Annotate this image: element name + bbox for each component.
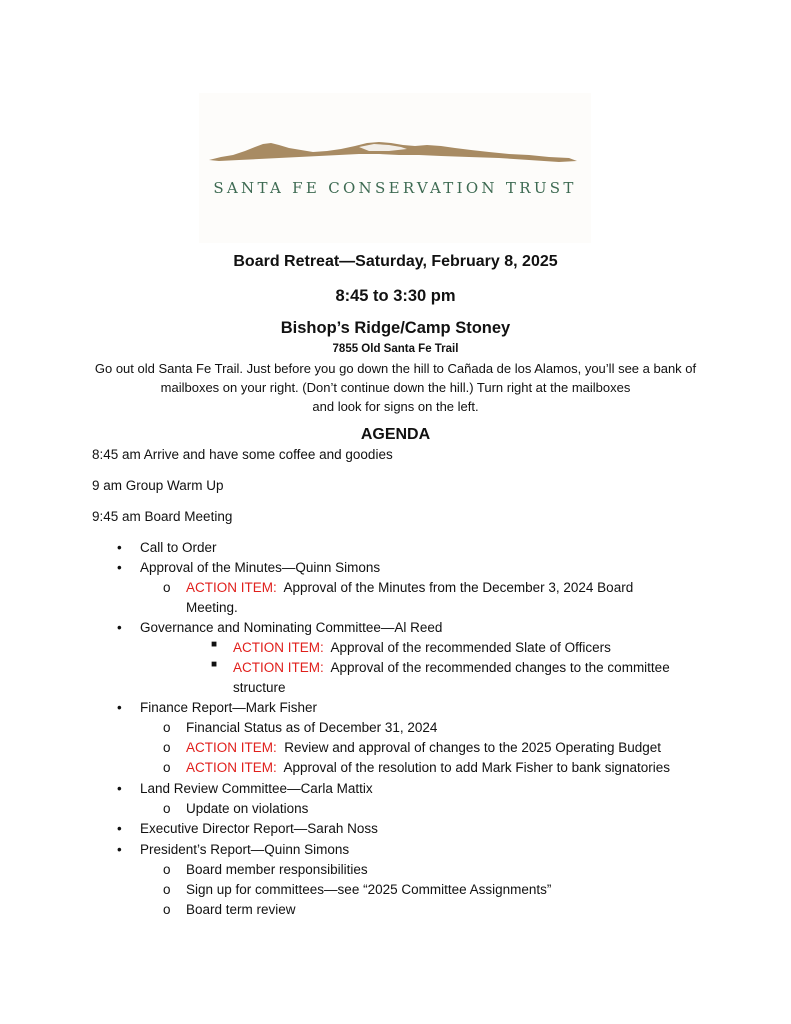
retreat-title: Board Retreat—Saturday, February 8, 2025 <box>233 253 558 270</box>
finance-action-1 <box>186 740 661 755</box>
schedule-board-meeting: 9:45 am Board Meeting <box>92 509 233 524</box>
agenda-item-president: President’s Report—Quinn Simons <box>140 842 350 857</box>
finance-status: Financial Status as of December 31, 2024 <box>186 720 438 735</box>
circle-bullet-icon: o <box>163 882 171 897</box>
bullet-icon: • <box>117 781 122 796</box>
finance-action-2-text: Approval of the resolution to add Mark Fisher to bank signatories <box>283 760 670 775</box>
action-item-label: ACTION ITEM: <box>186 760 277 775</box>
minutes-action-item <box>186 580 633 595</box>
agenda-item-governance: Governance and Nominating Committee—Al Reed <box>140 620 443 635</box>
bullet-icon: • <box>117 700 122 715</box>
directions-line-1: Go out old Santa Fe Trail. Just before you go down the hill to Cañada de los Alamos, you’ll see a bank of <box>94 361 697 376</box>
president-sub-2: Sign up for committees—see “2025 Committee Assignments” <box>186 882 552 897</box>
bullet-icon: • <box>117 620 122 635</box>
bullet-icon: • <box>117 540 122 555</box>
finance-action-1-text: Review and approval of changes to the 2025 Operating Budget <box>284 740 662 755</box>
action-item-label: ACTION ITEM: <box>186 740 277 755</box>
bullet-icon: • <box>117 560 122 575</box>
mountain-ridge-graphic <box>209 133 581 173</box>
circle-bullet-icon: o <box>163 740 171 755</box>
agenda-item-finance: Finance Report—Mark Fisher <box>140 700 318 715</box>
bullet-icon: • <box>117 842 122 857</box>
circle-bullet-icon: o <box>163 760 171 775</box>
retreat-location: Bishop’s Ridge/Camp Stoney <box>280 319 511 337</box>
governance-action-1-text: Approval of the recommended Slate of Officers <box>330 640 611 655</box>
directions-line-2: mailboxes on your right. (Don’t continue down the hill.) Turn right at the mailboxes <box>160 380 631 395</box>
president-sub-1: Board member responsibilities <box>186 862 368 877</box>
agenda-item-call-to-order: Call to Order <box>140 540 217 555</box>
org-name: SANTA FE CONSERVATION TRUST <box>213 179 577 197</box>
finance-action-2 <box>186 760 670 775</box>
governance-action-2 <box>233 660 670 675</box>
bullet-icon: • <box>117 821 122 836</box>
circle-bullet-icon: o <box>163 902 171 917</box>
agenda-item-executive-director: Executive Director Report—Sarah Noss <box>140 821 378 836</box>
logo <box>199 93 591 243</box>
retreat-time: 8:45 to 3:30 pm <box>335 287 456 305</box>
action-item-label: ACTION ITEM: <box>186 580 277 595</box>
land-review-sub: Update on violations <box>186 801 309 816</box>
retreat-address: 7855 Old Santa Fe Trail <box>332 343 459 355</box>
circle-bullet-icon: o <box>163 862 171 877</box>
square-bullet-icon: ■ <box>211 639 218 650</box>
agenda-item-minutes: Approval of the Minutes—Quinn Simons <box>140 560 381 575</box>
action-item-label: ACTION ITEM: <box>233 660 324 675</box>
governance-action-1 <box>233 640 611 655</box>
agenda-heading: AGENDA <box>360 426 431 443</box>
square-bullet-icon: ■ <box>211 659 218 670</box>
governance-action-2-text: Approval of the recommended changes to the committee <box>330 660 670 675</box>
circle-bullet-icon: o <box>163 801 171 816</box>
directions-line-3: and look for signs on the left. <box>312 399 479 414</box>
schedule-arrive: 8:45 am Arrive and have some coffee and goodies <box>92 447 393 462</box>
governance-action-2-cont: structure <box>233 680 286 695</box>
action-item-label: ACTION ITEM: <box>233 640 324 655</box>
schedule-warmup: 9 am Group Warm Up <box>92 478 224 493</box>
president-sub-3: Board term review <box>186 902 296 917</box>
minutes-action-text-cont: Meeting. <box>186 600 238 615</box>
agenda-item-land-review: Land Review Committee—Carla Mattix <box>140 781 373 796</box>
minutes-action-text: Approval of the Minutes from the December 3, 2024 Board <box>283 580 634 595</box>
circle-bullet-icon: o <box>163 580 171 595</box>
circle-bullet-icon: o <box>163 720 171 735</box>
